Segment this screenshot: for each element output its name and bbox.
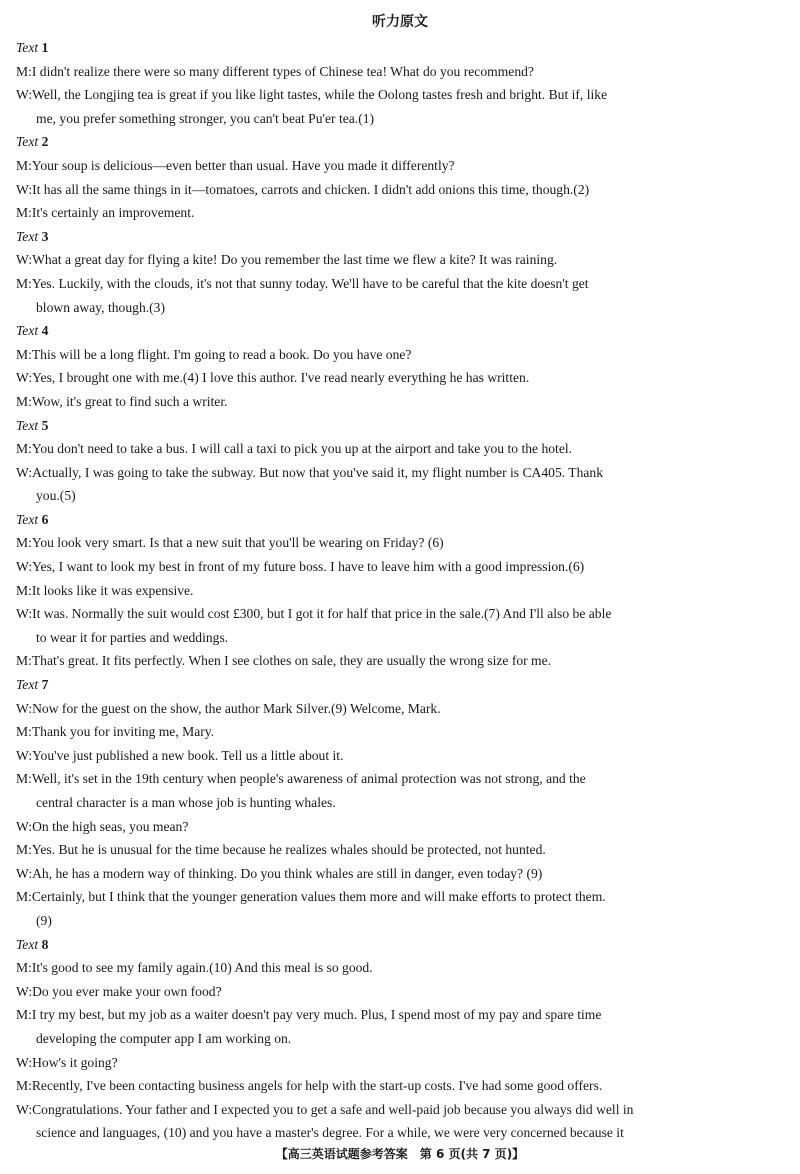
section-label-number: 5 bbox=[41, 417, 49, 433]
dialogue-line bbox=[16, 1074, 784, 1098]
text-section-label bbox=[16, 319, 784, 343]
section-label-word: Text bbox=[16, 677, 39, 693]
dialogue-line bbox=[16, 649, 784, 673]
dialogue-line bbox=[16, 885, 784, 932]
section-label-word: Text bbox=[16, 323, 39, 339]
dialogue-text: M:Well, it's set in the 19th century when people's awareness of animal protection was not strong, and the bbox=[16, 771, 586, 787]
text-section-label bbox=[16, 414, 784, 438]
dialogue-line bbox=[16, 980, 784, 1004]
dialogue-text: W:Do you ever make your own food? bbox=[16, 983, 222, 999]
dialogue-text: you.(5) bbox=[36, 488, 76, 504]
dialogue-line bbox=[16, 862, 784, 886]
section-label-number: 2 bbox=[41, 134, 49, 150]
text-section-label bbox=[16, 225, 784, 249]
dialogue-text: W:Well, the Longjing tea is great if you like light tastes, while the Oolong tastes fresh and bright. But if, like bbox=[16, 87, 608, 103]
dialogue-line bbox=[16, 956, 784, 980]
dialogue-text: M:It's good to see my family again.(10) And this meal is so good. bbox=[16, 960, 373, 976]
dialogue-text: W:How's it going? bbox=[16, 1054, 118, 1070]
dialogue-text: M:Thank you for inviting me, Mary. bbox=[16, 724, 215, 740]
dialogue-text: M:I try my best, but my job as a waiter doesn't pay very much. Plus, I spend most of my pay and spare time bbox=[16, 1007, 602, 1023]
section-label-word: Text bbox=[16, 511, 39, 527]
dialogue-text: W:On the high seas, you mean? bbox=[16, 818, 189, 834]
dialogue-line bbox=[16, 697, 784, 721]
dialogue-text: W:Actually, I was going to take the subway. But now that you've said it, my flight number is CA405. Thank bbox=[16, 464, 604, 480]
dialogue-text: (9) bbox=[36, 912, 52, 928]
dialogue-line bbox=[16, 1051, 784, 1075]
dialogue-text: M:Your soup is delicious—even better than usual. Have you made it differently? bbox=[16, 157, 455, 173]
dialogue-text: M:You look very smart. Is that a new suit that you'll be wearing on Friday? (6) bbox=[16, 535, 444, 551]
dialogue-text: W:Congratulations. Your father and I expected you to get a safe and well-paid job because you always did well in bbox=[16, 1101, 634, 1117]
section-label-number: 4 bbox=[41, 323, 49, 339]
dialogue-line bbox=[16, 744, 784, 768]
dialogue-line bbox=[16, 248, 784, 272]
dialogue-text: W:It has all the same things in it—tomatoes, carrots and chicken. I didn't add onions this time, though.(2) bbox=[16, 181, 590, 197]
dialogue-line bbox=[16, 60, 784, 84]
dialogue-line bbox=[16, 272, 784, 319]
dialogue-line bbox=[16, 815, 784, 839]
dialogue-text: developing the computer app I am working on. bbox=[36, 1030, 292, 1046]
dialogue-text: science and languages, (10) and you have a master's degree. For a while, we were very concerned because it bbox=[36, 1125, 624, 1141]
dialogue-text: blown away, though.(3) bbox=[36, 299, 165, 315]
dialogue-text: M:You don't need to take a bus. I will call a taxi to pick you up at the airport and take you to the hotel. bbox=[16, 441, 573, 457]
dialogue-line bbox=[16, 201, 784, 225]
page-title: 听力原文 bbox=[372, 14, 428, 30]
section-label-word: Text bbox=[16, 40, 39, 55]
dialogue-text: M:I didn't realize there were so many different types of Chinese tea! What do you recommend? bbox=[16, 63, 534, 79]
text-section-label bbox=[16, 933, 784, 957]
section-label-word: Text bbox=[16, 417, 39, 433]
dialogue-text: me, you prefer something stronger, you can't beat Pu'er tea.(1) bbox=[36, 110, 375, 126]
dialogue-text: M:It's certainly an improvement. bbox=[16, 205, 195, 221]
dialogue-text: M:Wow, it's great to find such a writer. bbox=[16, 393, 228, 409]
dialogue-line bbox=[16, 531, 784, 555]
dialogue-line bbox=[16, 390, 784, 414]
dialogue-line bbox=[16, 767, 784, 814]
dialogue-text: M:It looks like it was expensive. bbox=[16, 582, 194, 598]
dialogue-text: M:Yes. Luckily, with the clouds, it's not that sunny today. We'll have to be careful that the kite doesn't get bbox=[16, 275, 589, 291]
dialogue-line bbox=[16, 579, 784, 603]
section-label-number: 7 bbox=[41, 677, 49, 693]
section-label-number: 3 bbox=[41, 228, 49, 244]
dialogue-text: W:It was. Normally the suit would cost £300, but I got it for half that price in the sale.(7) And I'll also be able bbox=[16, 606, 612, 622]
dialogue-line bbox=[16, 178, 784, 202]
dialogue-text: W:You've just published a new book. Tell us a little about it. bbox=[16, 747, 344, 763]
dialogue-text: M:Certainly, but I think that the younger generation values them more and will make efforts to protect them. bbox=[16, 889, 606, 905]
text-section-label bbox=[16, 673, 784, 697]
dialogue-line bbox=[16, 154, 784, 178]
section-label-number: 8 bbox=[41, 936, 49, 952]
section-label-number: 1 bbox=[41, 40, 49, 55]
dialogue-text: W:Yes, I want to look my best in front of my future boss. I have to leave him with a good impression.(6) bbox=[16, 559, 585, 575]
section-label-number: 6 bbox=[41, 511, 49, 527]
dialogue-text: M:That's great. It fits perfectly. When I see clothes on sale, they are usually the wrong size for me. bbox=[16, 653, 552, 669]
dialogue-line bbox=[16, 555, 784, 579]
dialogue-text: M:Yes. But he is unusual for the time because he realizes whales should be protected, not hunted. bbox=[16, 842, 546, 858]
dialogue-text: central character is a man whose job is hunting whales. bbox=[36, 795, 336, 810]
dialogue-line bbox=[16, 1098, 784, 1145]
dialogue-text: M:Recently, I've been contacting business angels for help with the start-up costs. I've had some good offers. bbox=[16, 1078, 603, 1094]
dialogue-line bbox=[16, 720, 784, 744]
dialogue-text: W:Now for the guest on the show, the author Mark Silver.(9) Welcome, Mark. bbox=[16, 700, 441, 716]
dialogue-text: W:Ah, he has a modern way of thinking. Do you think whales are still in danger, even today? (9) bbox=[16, 865, 543, 881]
section-label-word: Text bbox=[16, 936, 39, 952]
page-footer: 【高三英语试题参考答案 第 6 页(共 7 页)】 bbox=[275, 1147, 525, 1161]
section-label-word: Text bbox=[16, 228, 39, 244]
dialogue-line bbox=[16, 83, 784, 130]
dialogue-text: M:This will be a long flight. I'm going to read a book. Do you have one? bbox=[16, 346, 412, 362]
dialogue-line bbox=[16, 1003, 784, 1050]
dialogue-text: W:Yes, I brought one with me.(4) I love this author. I've read nearly everything he has written. bbox=[16, 370, 530, 386]
dialogue-line bbox=[16, 461, 784, 508]
dialogue-line bbox=[16, 838, 784, 862]
dialogue-text: to wear it for parties and weddings. bbox=[36, 629, 229, 645]
transcript-body bbox=[16, 36, 784, 1145]
section-label-word: Text bbox=[16, 134, 39, 150]
dialogue-line bbox=[16, 602, 784, 649]
dialogue-text: W:What a great day for flying a kite! Do you remember the last time we flew a kite? It was raining. bbox=[16, 252, 558, 268]
dialogue-line bbox=[16, 343, 784, 367]
text-section-label bbox=[16, 36, 784, 60]
dialogue-line bbox=[16, 437, 784, 461]
text-section-label bbox=[16, 508, 784, 532]
dialogue-line bbox=[16, 366, 784, 390]
text-section-label bbox=[16, 130, 784, 154]
